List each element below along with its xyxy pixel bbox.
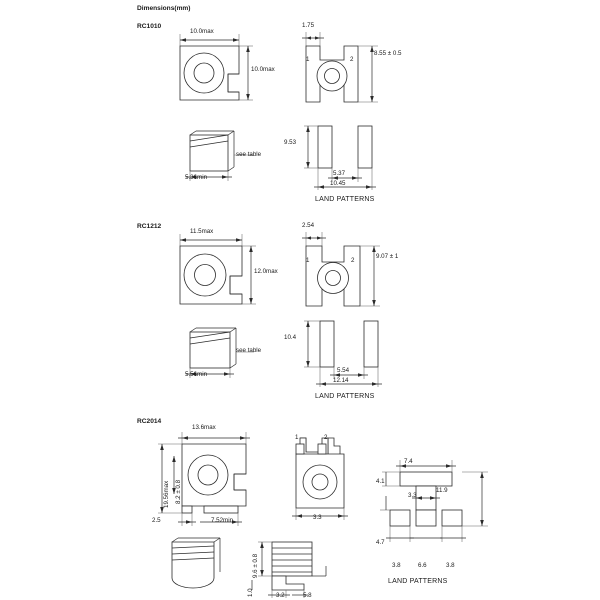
rc2014-side-width: 5.8 [303,592,312,599]
rc2014-front-width: 3.3 [313,514,322,521]
rc2014-lp-top-height: 4.1 [376,478,385,485]
rc1212-side-base: 5.56min [185,371,208,378]
part-label-rc1010: RC1010 [137,23,162,30]
rc2014-lp-pad-left: 3.8 [392,562,401,569]
rc1212-lp-outer: 12.14 [333,377,349,384]
rc2014-base-left: 2.5 [152,517,161,524]
rc2014-coil-view-drawing [160,536,250,598]
rc1010-front-view-drawing [300,30,400,110]
rc1212-side-view-drawing [170,322,280,377]
rc2014-foot-height: 1.0 [247,588,254,597]
rc2014-lp-total-height: 11.9 [436,487,448,494]
rc1010-top-width: 10.0max [190,28,214,35]
rc2014-lp-pad-right: 3.8 [446,562,455,569]
rc1212-pin2: 2 [351,257,355,264]
rc1010-pin2: 2 [350,56,354,63]
rc2014-pin1: 1 [295,434,299,441]
rc2014-side-section-drawing [246,536,356,600]
rc1010-top-height: 10.0max [251,66,275,73]
rc2014-top-view-drawing [156,430,276,530]
rc1212-top-width: 11.5max [190,228,214,235]
rc1010-land-pattern-drawing [300,120,420,195]
rc2014-lp-top-width: 7.4 [404,458,413,465]
rc1010-lp-inner: 5.37 [333,170,346,177]
rc1010-lp-height: 9.53 [284,139,297,146]
rc1010-lp-outer: 10.45 [330,180,346,187]
rc1212-front-view-drawing [300,230,400,314]
rc2014-front-view-drawing [288,432,378,522]
rc2014-foot-width: 3.2 [276,592,285,599]
rc1212-land-pattern-drawing [300,315,420,393]
rc2014-pin2: 2 [324,434,328,441]
rc1010-front-height: 8.55 ± 0.5 [374,50,402,57]
rc1212-front-height: 9.07 ± 1 [376,253,399,260]
part-label-rc2014: RC2014 [137,418,162,425]
rc2014-base-right: 7.52min [211,517,234,524]
rc1212-pin1: 1 [306,257,310,264]
rc1010-side-base: 5.36min [185,174,208,181]
rc1010-pin1: 1 [306,56,310,63]
rc2014-lp-caption: LAND PATTERNS [388,578,448,585]
rc2014-lp-mid-height: 4.7 [376,539,385,546]
rc1212-side-note: see table [236,347,262,354]
rc1212-lp-caption: LAND PATTERNS [315,393,375,400]
rc1212-lp-height: 10.4 [284,334,297,341]
rc2014-top-width: 13.6max [192,424,216,431]
rc2014-top-height-outer: 19.56max [163,480,170,508]
rc1010-lead-width: 1.75 [302,22,315,29]
page-title: Dimensions(mm) [137,5,191,12]
rc1010-top-view-drawing [158,34,268,114]
rc2014-side-height: 9.6 ± 0.8 [252,553,259,578]
rc1212-top-view-drawing [158,234,268,318]
rc2014-land-pattern-drawing [378,450,508,575]
part-label-rc1212: RC1212 [137,223,162,230]
rc1010-side-view-drawing [170,125,280,180]
rc2014-lp-pad-center: 6.6 [418,562,427,569]
rc1010-side-note: see table [236,151,262,158]
rc2014-top-height-inner: 8.2 ± 0.8 [175,479,182,504]
rc1212-top-height: 12.0max [254,268,278,275]
rc1010-lp-caption: LAND PATTERNS [315,196,375,203]
rc1212-lead-width: 2.54 [302,222,315,229]
rc1212-lp-inner: 5.54 [337,367,350,374]
rc2014-lp-mid-width: 3.3 [408,492,417,499]
